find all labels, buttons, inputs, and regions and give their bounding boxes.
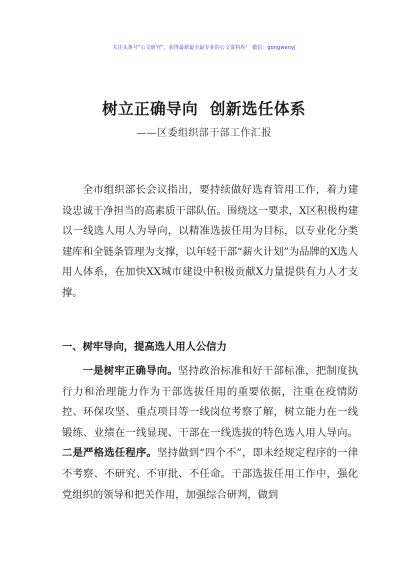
intro-paragraph: 全市组织部长会议指出，要持续做好选育管用工作，着力建设忠诚干净担当的高素质干部队伍。围绕这一要求，X区积极构建以一线选人用人为导向，以精准选拔任用为目标，以专业化分类建库和全链条管理为支撑，以年轻干部“薪火计划”为品牌的X选人用人体系，在加快XX城市建设中积极贡献X力量提供有力人才支撑。	[62, 184, 358, 299]
section-heading: 一、树牢导向，提高选人用人公信力	[62, 341, 227, 353]
lead-phrase-2: 二是严格选任程序。	[62, 447, 158, 460]
paragraph-text-2: 坚持做到“四个不”，即未经规定程序的一律不考察、不研究、不审批、不任命。干部选拔任用工作中，强化党组织的领导和把关作用，加强综合研判，做到	[62, 447, 359, 501]
paragraph-text-1: 坚持政治标准和好干部标准，把制度执行力和治理能力作为干部选拔任用的重要依据，注重在疫情防控、环保攻坚、重点项目等一线岗位考察了解，树立能力在一线锻练、业绩在一线显现、干部在一线选拔的特色选人用人导向。	[62, 365, 359, 439]
section-paragraph	[62, 361, 358, 505]
header-promo-note: 关注头条号“公文研究”，获得最新最全最专业的公文资料库！ 微信：gongwenyj	[112, 45, 296, 51]
document-title: 树立正确导向 创新选任体系	[102, 100, 306, 118]
document-subtitle: ——区委组织部干部工作汇报	[136, 128, 272, 139]
lead-phrase-1: 一是树牢正确导向。	[82, 365, 179, 377]
